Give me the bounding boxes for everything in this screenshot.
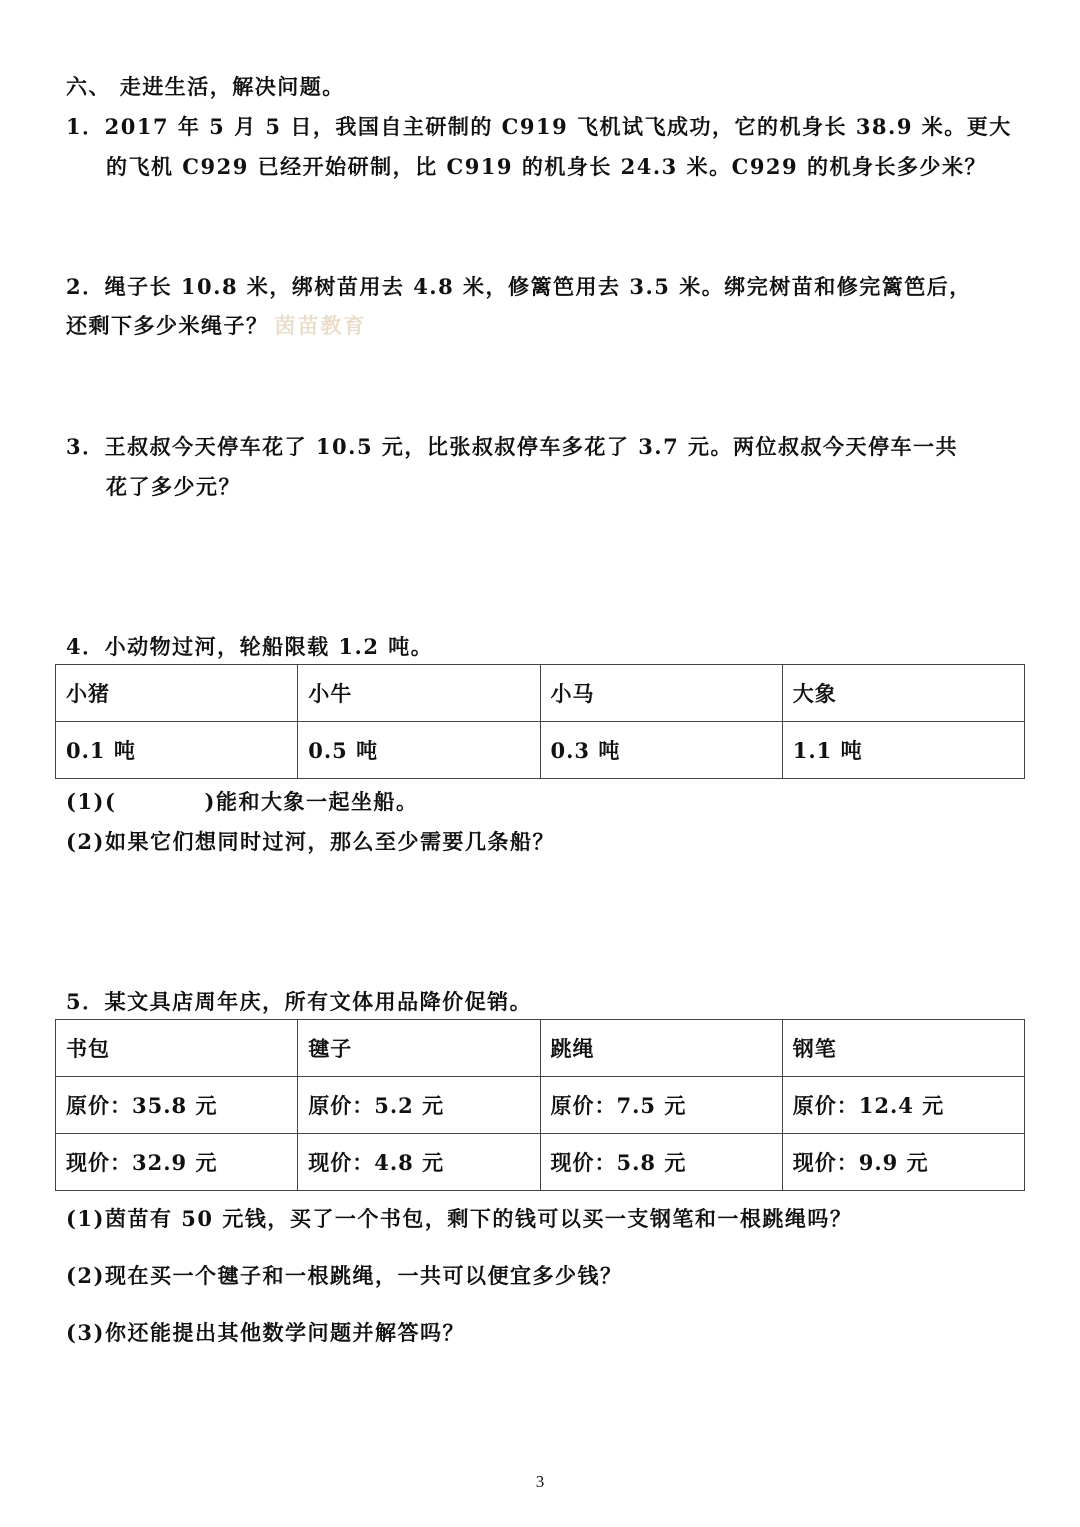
table-cell: 现价：4.8 元: [298, 1134, 540, 1191]
table-cell: 原价：35.8 元: [56, 1077, 298, 1134]
problem-1-line-1: 1．2017 年 5 月 5 日，我国自主研制的 C919 飞机试飞成功，它的机身长 38.9 米。更大: [66, 114, 1012, 139]
table-cell: 现价：9.9 元: [782, 1134, 1024, 1191]
problem-5-question-2: (2)现在买一个毽子和一根跳绳，一共可以便宜多少钱？: [66, 1263, 623, 1288]
page-number: 3: [535, 1472, 545, 1491]
watermark: 茵苗教育: [274, 313, 367, 338]
table-cell: 0.1 吨: [56, 722, 298, 779]
table-cell: 毽子: [298, 1020, 540, 1077]
problem-1-line-2: 的飞机 C929 已经开始研制，比 C919 的机身长 24.3 米。C929 的机身长多少米？: [106, 154, 987, 179]
problem-4-question-1: (1)( )能和大象一起坐船。: [66, 789, 419, 814]
animal-weight-table: [55, 664, 1025, 779]
table-cell: 0.3 吨: [540, 722, 782, 779]
price-table: [55, 1019, 1025, 1191]
problem-4-question-2: (2)如果它们想同时过河，那么至少需要几条船？: [66, 829, 555, 854]
table-row: [56, 1134, 1025, 1191]
table-row: [56, 722, 1025, 779]
problem-5-intro: 5．某文具店周年庆，所有文体用品降价促销。: [66, 989, 533, 1014]
table-row: [56, 1077, 1025, 1134]
table-cell: 书包: [56, 1020, 298, 1077]
table-cell: 大象: [782, 665, 1024, 722]
table-cell: 小猪: [56, 665, 298, 722]
table-cell: 小牛: [298, 665, 540, 722]
table-row: [56, 665, 1025, 722]
table-cell: 1.1 吨: [782, 722, 1024, 779]
section-title: 六、 走进生活，解决问题。: [66, 74, 345, 99]
problem-3-line-2: 花了多少元？: [106, 474, 241, 499]
problem-5-question-3: (3)你还能提出其他数学问题并解答吗？: [66, 1320, 465, 1345]
problem-2-line-2-wrap: [66, 311, 367, 341]
table-cell: 现价：32.9 元: [56, 1134, 298, 1191]
problem-2-line-2: 还剩下多少米绳子？: [66, 313, 269, 338]
table-row: [56, 1020, 1025, 1077]
problem-2-line-1: 2．绳子长 10.8 米，绑树苗用去 4.8 米，修篱笆用去 3.5 米。绑完树苗和修完篱笆后，: [66, 274, 972, 299]
table-cell: 原价：12.4 元: [782, 1077, 1024, 1134]
table-cell: 小马: [540, 665, 782, 722]
problem-5-question-1: (1)茵苗有 50 元钱，买了一个书包，剩下的钱可以买一支钢笔和一根跳绳吗？: [66, 1206, 853, 1231]
problem-3-line-1: 3．王叔叔今天停车花了 10.5 元，比张叔叔停车多花了 3.7 元。两位叔叔今天停车一共: [66, 434, 959, 459]
table-cell: 原价：5.2 元: [298, 1077, 540, 1134]
table-cell: 钢笔: [782, 1020, 1024, 1077]
problem-4-intro: 4．小动物过河，轮船限载 1.2 吨。: [66, 634, 434, 659]
table-cell: 原价：7.5 元: [540, 1077, 782, 1134]
table-cell: 跳绳: [540, 1020, 782, 1077]
table-cell: 0.5 吨: [298, 722, 540, 779]
table-cell: 现价：5.8 元: [540, 1134, 782, 1191]
